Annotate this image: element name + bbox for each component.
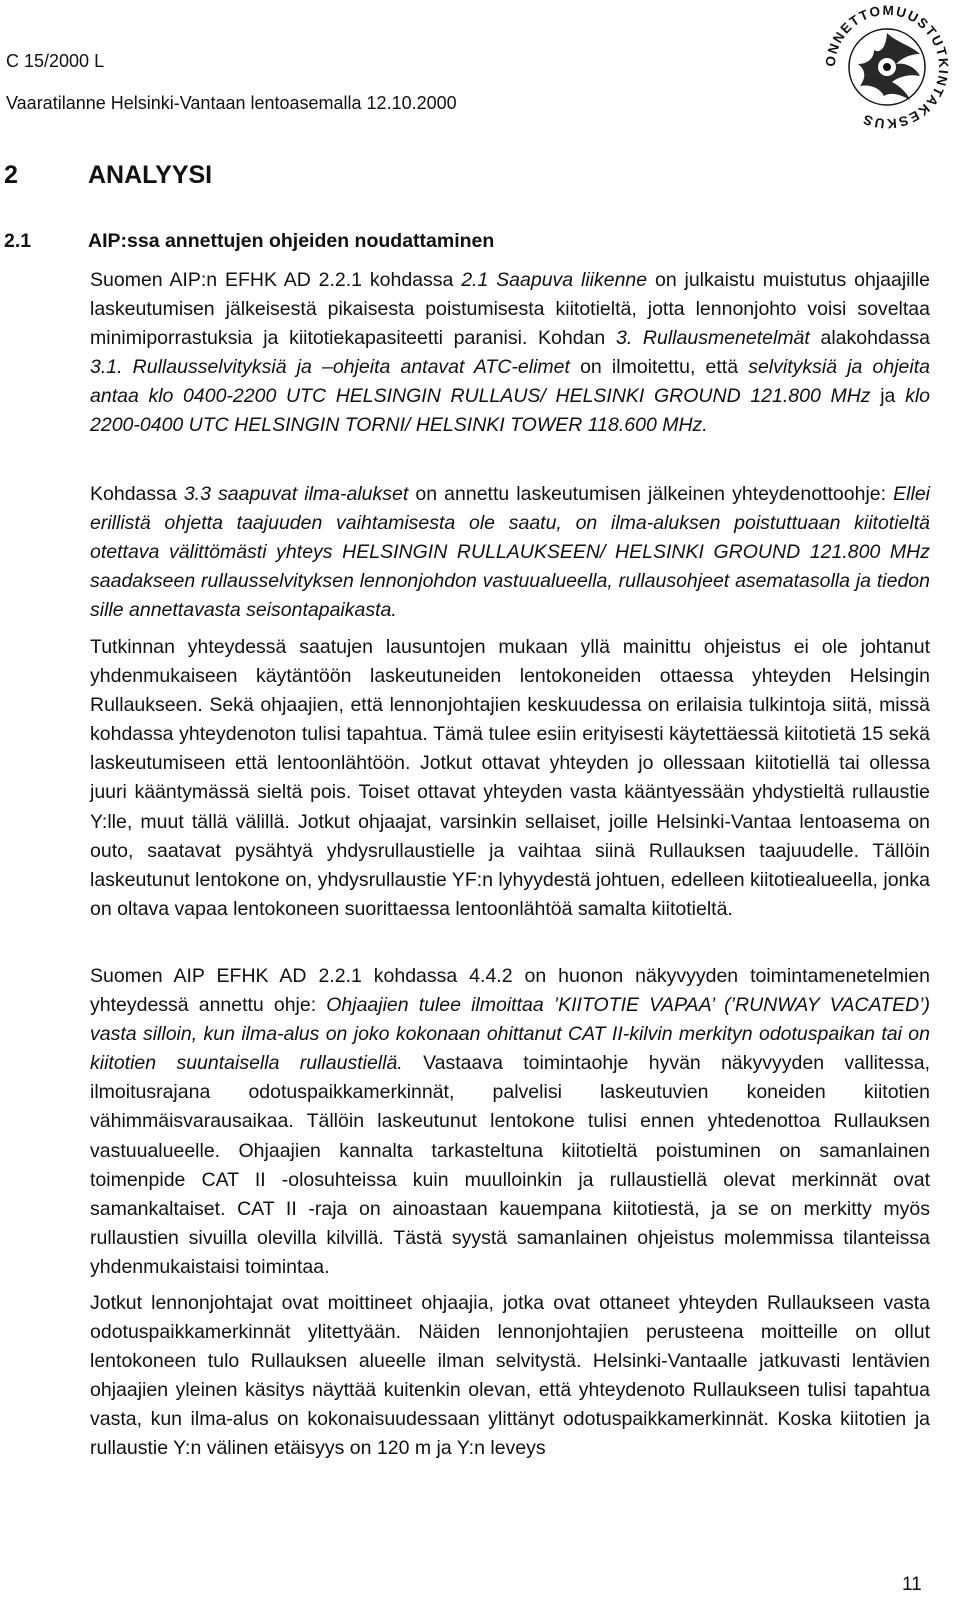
text-run: on julkaistu muistutus ohjaajille laskeutumisen jälkeisestä pikaisesta poistumisesta kiitotieltä, jotta lennonjohto voisi soveltaa minimiporrastuksia ja kiitotiekapasiteetti paranisi. Kohdan [90,269,930,350]
svg-text:ONNETTOMUUSTUTKINTAKESKUS: ONNETTOMUUSTUTKINTAKESKUS [822,2,952,132]
subsection-title: AIP:ssa annettujen ohjeiden noudattaminen [88,230,495,252]
accident-investigation-board-seal-icon [822,2,952,132]
paragraph-4 [90,962,930,1282]
paragraph-3 [90,633,930,924]
text-run: alakohdassa [809,327,931,350]
text-run: on annettu laskeutumisen jälkeinen yhteydenottoohje: [408,483,894,505]
italic-quote-run: selvityksiä ja ohjeita antaa klo 0400-2200 UTC HELSINGIN RULLAUS/ HELSINKI GROUND 121.800 MHz [90,356,930,408]
italic-quote-run: Ohjaajien tulee ilmoittaa ’KIITOTIE VAPAA’ (’RUNWAY VACATED’) vasta silloin, kun ilma-alus on joko kokonaan ohittanut CAT II-kilvin merkityn odotuspaikan tai on kiitotien suuntaisella rullaustiellä. [90,994,931,1075]
subsection-number: 2.1 [4,230,32,252]
subsection-heading [4,230,494,253]
text-run: ja [870,385,906,408]
paragraph-5 [90,1289,930,1464]
document-title: Vaaratilanne Helsinki-Vantaan lentoasemalla 12.10.2000 [6,93,457,113]
page-number: 11 [902,1574,922,1595]
text-run: Kohdassa [90,483,184,505]
text-run: Tutkinnan yhteydessä saatujen lausuntojen mukaan yllä mainittu ohjeistus ei ole johtanut yhdenmukaiseen käytäntöön laskeutuneiden lentokoneiden ottaessa yhteyden Helsingin Rullaukseen. Sekä ohjaajien, että lennonjohtajien keskuudessa on erilaisia tulkintoja siitä, missä kohdassa yhteydenoton tulisi tapahtua. Tämä tulee esiin erityisesti käytettäessä kiitotietä 15 sekä laskeutumiseen että lentoonlähtöön. Jotkut ottavat yhteyden jo ollessaan kiitotiellä tai ollessa juuri kääntymässä sieltä pois. Toiset ottavat yhteyden vasta kääntyessään yhdystieltä rullaustie Y:lle, muut tällä välillä. Jotkut ohjaajat, varsinkin sellaiset, joille Helsinki-Vantaa lentoasema on outo, saatavat pysähtyä yhdysrullaustielle ja vaihtaa siinä Rullauksen taajuudelle. Tällöin laskeutunut lentokone on, yhdysrullaustie YF:n lyhyydestä johtuen, edelleen kiitotiealueella, jonka on oltava vapaa lentokoneen suorittaessa lentoonlähtöä samalta kiitotieltä. [90,636,930,920]
italic-quote-run: 2.1 Saapuva liikenne [461,269,648,291]
text-run: Suomen AIP:n EFHK AD 2.2.1 kohdassa [90,269,462,291]
italic-quote-run: 3.3 saapuvat ilma-alukset [183,483,409,505]
italic-quote-run: 3. Rullausmenetelmät [615,327,810,350]
italic-quote-run: klo 2200-0400 UTC HELSINGIN TORNI/ HELSINKI TOWER 118.600 MHz. [90,385,930,437]
text-run: Jotkut lennonjohtajat ovat moittineet ohjaajia, jotka ovat ottaneet yhteyden Rullaukseen vasta odotuspaikkamerkinnät ylitettyään. Näiden lennonjohtajien perusteena moitteille on ollut lentokoneen tulo Rullauksen alueelle ilman selvitystä. Helsinki-Vantaalle jatkuvasti lentävien ohjaajien yleinen käsitys näyttää kuitenkin olevan, että yhteydenoto Rullaukseen tulisi tapahtua vasta, kun ilma-alus on kokonaisuudessaan ylittänyt odotuspaikkamerkinnät. Koska kiitotien ja rullaustie Y:n välinen etäisyys on 120 m ja Y:n leveys [90,1292,930,1460]
text-run: Vastaava toimintaohje hyvän näkyvyyden vallitessa, ilmoitusrajana odotuspaikkamerkinnät, palvelisi laskeutuvien koneiden kiitotien vähimmäisvarausaikaa. Tällöin laskeutunut lentokone tulisi ennen yhtedenottoa Rullauksen vastuualueelle. Ohjaajien kannalta tarkasteltuna kiitotieltä poistuminen on samanlainen toimenpide CAT II -olosuhteissa kuin muulloinkin ja rullaustiellä olevat merkinnät ovat samankaltaiset. CAT II -raja on ainoastaan kauempana kiitotiestä, ja se on merkitty myös rullaustien sivuilla olevilla kilvillä. Tästä syystä samanlainen ohjeistus molemmissa tilanteissa yhdenmukaistaisi toimintaa. [90,1052,931,1278]
paragraph-2 [90,480,930,625]
section-heading [4,161,212,190]
text-run: on ilmoitettu, että [569,356,749,379]
italic-quote-run: 3.1. Rullausselvityksiä ja –ohjeita antavat ATC-elimet [90,356,570,379]
paragraph-1 [90,266,930,441]
document-id: C 15/2000 L [6,51,105,71]
italic-quote-run: Ellei erillistä ohjetta taajuuden vaihtamisesta ole saatu, on ilma-aluksen poistuttuaan kiitotieltä otettava välittömästi yhteys HELSINGIN RULLAUKSEEN/ HELSINKI GROUND 121.800 MHz saadakseen rullausselvityksen lennonjohdon vastuualueella, rullausohjeet asematasolla ja tiedon sille annettavasta seisontapaikasta. [90,483,931,622]
text-run: Suomen AIP EFHK AD 2.2.1 kohdassa 4.4.2 on huonon näkyvyyden toimintamenetelmien yhteydessä annettu ohje: [90,965,930,1017]
section-title: ANALYYSI [88,161,213,189]
section-number: 2 [4,161,18,189]
